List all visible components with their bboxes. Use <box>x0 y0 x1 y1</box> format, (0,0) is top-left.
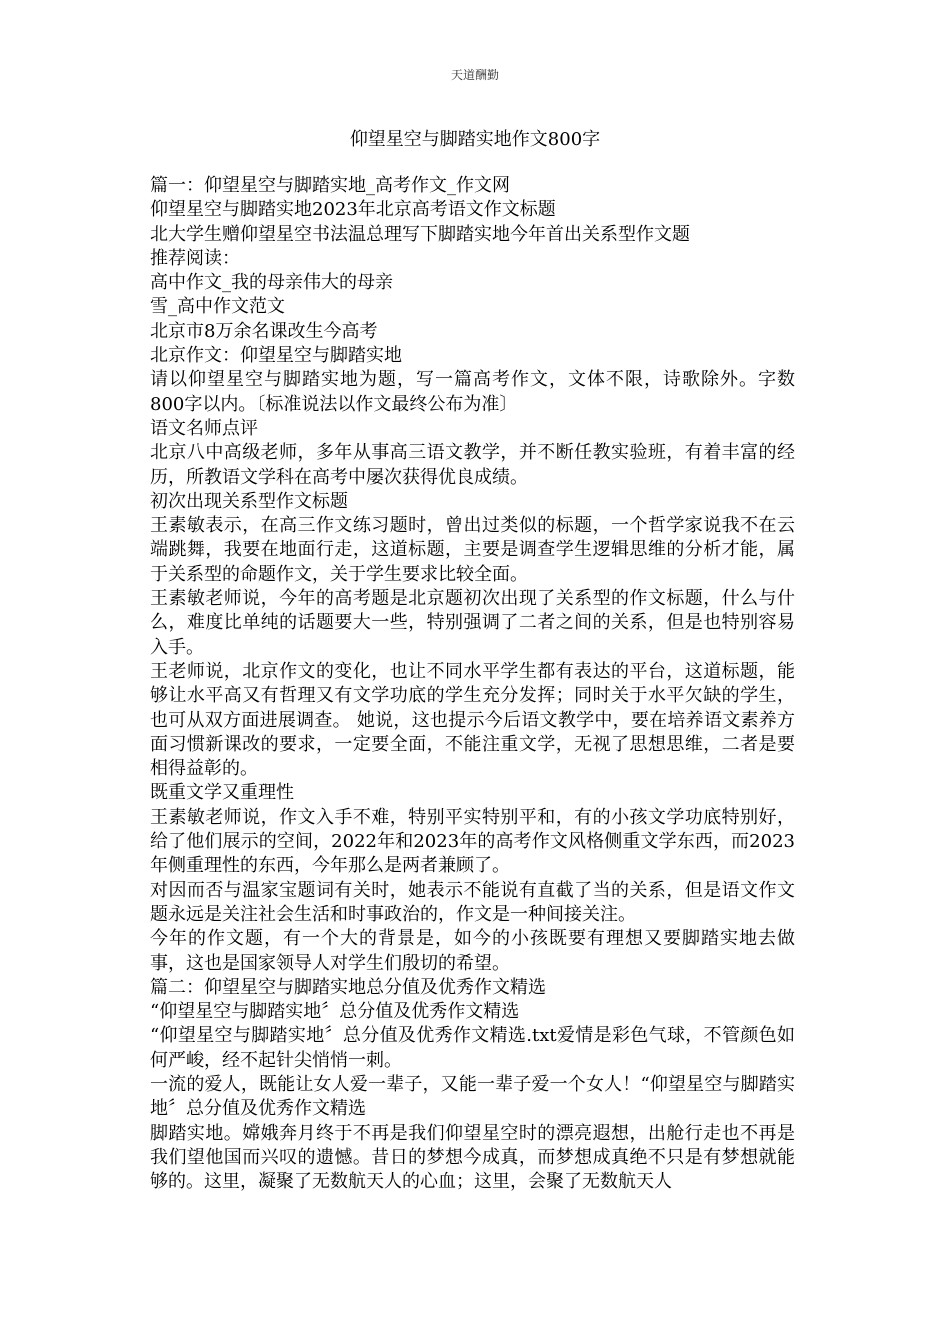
paragraph: 北京八中高级老师，多年从事高三语文教学，并不断任教实验班，有着丰富的经历，所教语文学科在高考中屡次获得优良成绩。 <box>150 442 795 488</box>
paragraph: 高中作文_我的母亲伟大的母亲 <box>150 272 393 294</box>
paragraph: 北大学生赠仰望星空书法温总理写下脚踏实地今年首出关系型作文题 <box>150 223 690 245</box>
paragraph: 王老师说，北京作文的变化，也让不同水平学生都有表达的平台，这道标题，能够让水平高又有哲理又有文学功底的学生充分发挥；同时关于水平欠缺的学生，也可从双方面进展调查。 她说，这也提示今后语文教学中，要在培养语文素养方面习惯新课改的要求，一定要全面，不能注重文学，无视了思想思维，二者是要相得益彰的。 <box>150 660 795 780</box>
paragraph: 初次出现关系型作文标题 <box>150 490 348 512</box>
paragraph: “仰望星空与脚踏实地〞总分值及优秀作文精选.txt爱情是彩色气球，不管颜色如何严峻，经不起针尖悄悄一刺。 <box>150 1025 795 1071</box>
paragraph: 语文名师点评 <box>150 417 258 439</box>
paragraph: 王素敏表示，在高三作文练习题时，曾出过类似的标题，一个哲学家说我不在云端跳舞，我要在地面行走，这道标题，主要是调查学生逻辑思维的分析才能，属于关系型的命题作文，关于学生要求比较全面。 <box>150 515 795 585</box>
paragraph: 北京作文：仰望星空与脚踏实地 <box>150 345 402 367</box>
document-title: 仰望星空与脚踏实地作文800字 <box>349 129 601 150</box>
paragraph: 雪_高中作文范文 <box>150 296 285 318</box>
paragraph: 王素敏老师说，今年的高考题是北京题初次出现了关系型的作文标题，什么与什么，难度比单纯的话题要大一些，特别强调了二者之间的关系，但是也特别容易入手。 <box>150 588 795 658</box>
paragraph: 北京市8万余名课改生今高考 <box>150 320 378 342</box>
paragraph: 请以仰望星空与脚踏实地为题，写一篇高考作文，文体不限，诗歌除外。字数800字以内。〔标准说法以作文最终公布为准〕 <box>150 369 795 415</box>
paragraph: 对因而否与温家宝题词有关时，她表示不能说有直截了当的关系，但是语文作文题永远是关注社会生活和时事政治的，作文是一种间接关注。 <box>150 879 795 925</box>
paragraph: 今年的作文题，有一个大的背景是，如今的小孩既要有理想又要脚踏实地去做事，这也是国家领导人对学生们殷切的希望。 <box>150 928 795 974</box>
paragraph: 王素敏老师说，作文入手不难，特别平实特别平和，有的小孩文学功底特别好，给了他们展示的空间，2022年和2023年的高考作文风格侧重文学东西，而2023年侧重理性的东西，今年那么是两者兼顾了。 <box>150 806 795 877</box>
paragraph: 一流的爱人，既能让女人爱一辈子，又能一辈子爱一个女人！“仰望星空与脚踏实地〞总分值及优秀作文精选 <box>150 1073 795 1120</box>
page-header: 天道酬勤 <box>450 68 499 82</box>
paragraph: 既重文学又重理性 <box>150 782 294 804</box>
paragraph: 推荐阅读： <box>150 247 240 269</box>
paragraph: 篇一：仰望星空与脚踏实地_高考作文_作文网 <box>150 175 510 196</box>
document-body <box>150 174 795 1194</box>
paragraph: “仰望星空与脚踏实地〞总分值及优秀作文精选 <box>150 1001 520 1023</box>
paragraph: 仰望星空与脚踏实地2023年北京高考语文作文标题 <box>150 199 556 221</box>
paragraph: 篇二：仰望星空与脚踏实地总分值及优秀作文精选 <box>150 976 546 998</box>
paragraph: 脚踏实地。嫦娥奔月终于不再是我们仰望星空时的漂亮遐想，出舱行走也不再是我们望他国而兴叹的遗憾。昔日的梦想今成真，而梦想成真绝不只是有梦想就能够的。这里，凝聚了无数航天人的心血；这里，会聚了无数航天人 <box>150 1122 795 1193</box>
